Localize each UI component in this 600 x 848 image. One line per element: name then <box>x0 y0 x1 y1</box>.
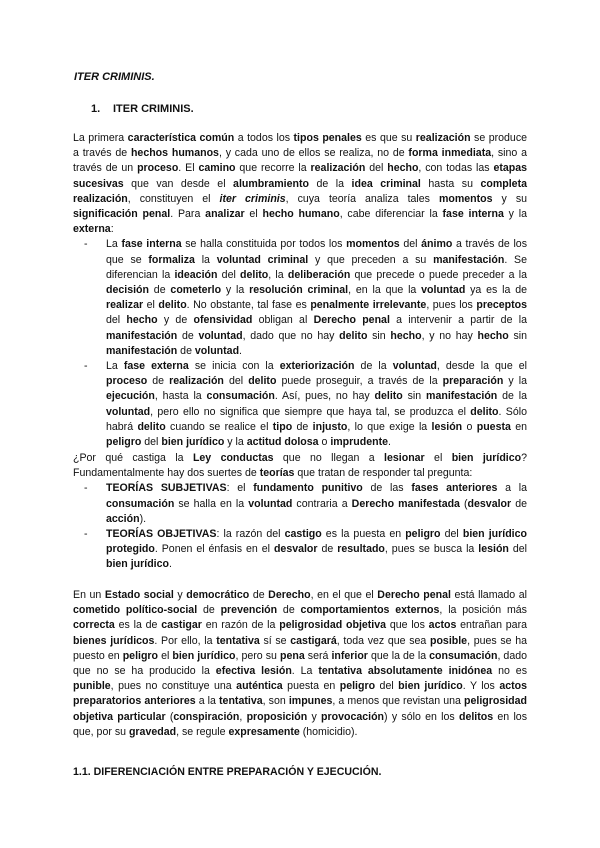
theory-list <box>73 481 527 572</box>
paragraph-teorias <box>73 451 527 573</box>
list-item-teorias-subjetivas <box>84 481 528 527</box>
section-title: ITER CRIMINIS. <box>113 103 194 115</box>
list-item-text: La fase interna se halla constituida por todos los momentos del ánimo a través de los que se formaliza la voluntad criminal y que preceden a su manifestación. Se diferencian la ideación del delito, la deliberación que precede o puede preceder a la decisión de cometerlo y la resolución criminal, en la que la voluntad ya es la de realizar el delito. No obstante, tal fase es penalmente irrelevante, pues los preceptos del hecho y de ofensividad obligan al Derecho penal a intervenir a partir de la manifestación de voluntad, dado que no hay delito sin hecho, y no hay hecho sin manifestación de voluntad. <box>106 238 528 357</box>
document-title: ITER CRIMINIS. <box>74 71 155 83</box>
list-item-text: La fase externa se inicia con la exteriorización de la voluntad, desde la que el proceso de realización del delito puede proseguir, a través de la preparación y la ejecución, hasta la consumación. Así, pues, no hay delito sin manifestación de la voluntad, pero ello no significa que siempre que haya tal, se produzca el delito. Sólo habrá delito cuando se realice el tipo de injusto, lo que exige la lesión o puesta en peligro del bien jurídico y la actitud dolosa o imprudente. <box>106 360 528 449</box>
paragraph-intro: ¿Por qué castiga la Ley conductas que no llegan a lesionar el bien jurídico? Fundamentalmente hay dos suertes de teorías que tratan de responder tal pregunta: <box>73 452 528 480</box>
bullet-dash: - <box>84 360 88 373</box>
list-item-text: TEORÍAS OBJETIVAS: la razón del castigo es la puesta en peligro del bien jurídico protegido. Ponen el énfasis en el desvalor de resultado, pues se busca la lesión del bien jurídico. <box>106 528 527 571</box>
paragraph-intro: La primera característica común a todos los tipos penales es que su realización se produce a través de hechos humanos, y cada uno de ellos se realiza, no de forma inmediata, sino a través de un proceso. El camino que recorre la realización del hecho, con todas las etapas sucesivas que van desde el alumbramiento de la idea criminal hasta su completa realización, constituyen el iter criminis, cuya teoría analiza tales momentos y su significación penal. Para analizar el hecho humano, cabe diferenciar la fase interna y la externa: <box>73 132 528 236</box>
list-item-fase-externa <box>84 359 528 450</box>
paragraph-iter-criminis <box>73 131 527 450</box>
list-item-fase-interna <box>84 237 528 359</box>
phase-list <box>73 237 527 450</box>
bullet-dash: - <box>84 238 88 251</box>
bullet-dash: - <box>84 482 88 495</box>
section-number: 1. <box>91 103 101 115</box>
bullet-dash: - <box>84 528 88 541</box>
paragraph-estado-social: En un Estado social y democrático de Derecho, en el que el Derecho penal está llamado al cometido político-social de prevención de comportamientos externos, la posición más correcta es la de castigar en razón de la peligrosidad objetiva que los actos entrañan para bienes jurídicos. Por ello, la tentativa sí se castigará, toda vez que sea posible, pues se ha puesto en peligro el bien jurídico, pero su pena será inferior que la de la consumación, dado que no se ha producido la efectiva lesión. La tentativa absolutamente inidónea no es punible, pues no constituye una auténtica puesta en peligro del bien jurídico. Y los actos preparatorios anteriores a la tentativa, son impunes, a menos que revistan una peligrosidad objetiva particular (conspiración, proposición y provocación) y sólo en los delitos en los que, por su gravedad, se regule expresamente (homicidio). <box>73 589 528 738</box>
list-item-teorias-objetivas <box>84 527 527 573</box>
section-heading <box>91 102 194 117</box>
subsection-heading: 1.1. DIFERENCIACIÓN ENTRE PREPARACIÓN Y EJECUCIÓN. <box>73 766 382 778</box>
list-item-text: TEORÍAS SUBJETIVAS: el fundamento punitivo de las fases anteriores a la consumación se halla en la voluntad contraria a Derecho manifestada (desvalor de acción). <box>106 482 528 525</box>
